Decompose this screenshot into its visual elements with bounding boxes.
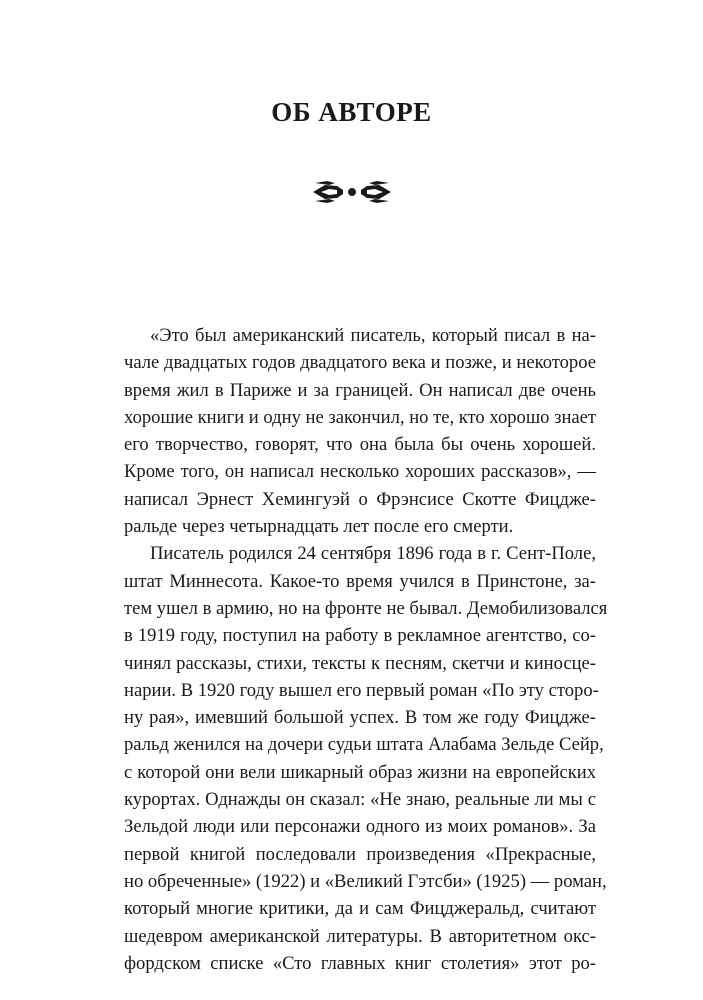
text-line: в 1919 году, поступил на работу в рекламное агентство, со- bbox=[124, 625, 596, 647]
text-line: Зельдой люди или персонажи одного из моих романов». За bbox=[124, 816, 596, 838]
text-line: «Это был американский писатель, который писал в на- bbox=[150, 325, 596, 346]
text-line: первой книгой последовали произведения «Прекрасные, bbox=[124, 843, 596, 865]
text-line: но обреченные» (1922) и «Великий Гэтсби» (1925) — роман, bbox=[124, 870, 607, 892]
text-line: который многие критики, да и сам Фицджеральд, считают bbox=[124, 898, 596, 920]
text-line: чале двадцатых годов двадцатого века и позже, и некоторое bbox=[124, 352, 596, 374]
text-line: ну рая», имевший большой успех. В том же году Фицдже- bbox=[124, 707, 596, 729]
page-title: ОБ АВТОРЕ bbox=[271, 97, 432, 127]
text-line: хорошие книги и одну не закончил, но те, кто хорошо знает bbox=[124, 406, 597, 428]
text-line: фордском списке «Сто главных книг столетия» этот ро- bbox=[124, 952, 596, 974]
text-line: чинял рассказы, стихи, тексты к песням, скетчи и киносце- bbox=[124, 652, 596, 674]
body-text bbox=[124, 322, 608, 977]
text-line: нарии. В 1920 году вышел его первый роман «По эту сторо- bbox=[124, 679, 599, 701]
text-line: Писатель родился 24 сентября 1896 года в г. Сент-Поле, bbox=[150, 543, 596, 565]
text-line: тем ушел в армию, но на фронте не бывал. Демобилизовался bbox=[124, 597, 608, 619]
text-line: его творчество, говорят, что она была бы очень хорошей. bbox=[124, 434, 596, 456]
text-line: с которой они вели шикарный образ жизни на европейских bbox=[124, 761, 596, 783]
text-line: шедевром американской литературы. В авторитетном окс- bbox=[124, 925, 596, 947]
text-line: ральд женился на дочери судьи штата Алабама Зельде Сейр, bbox=[124, 734, 604, 756]
text-line: Кроме того, он написал несколько хороших рассказов», — bbox=[124, 461, 596, 483]
text-line: штат Миннесота. Какое-то время учился в Принстоне, за- bbox=[124, 570, 596, 592]
ornament-icon bbox=[311, 177, 393, 207]
text-line: время жил в Париже и за границей. Он написал две очень bbox=[124, 379, 596, 401]
text-line: написал Эрнест Хемингуэй о Фрэнсисе Скотте Фицдже- bbox=[124, 488, 596, 510]
text-line: ральде через четырнадцать лет после его смерти. bbox=[124, 516, 514, 538]
text-line: курортах. Однажды он сказал: «Не знаю, реальные ли мы с bbox=[124, 789, 596, 811]
